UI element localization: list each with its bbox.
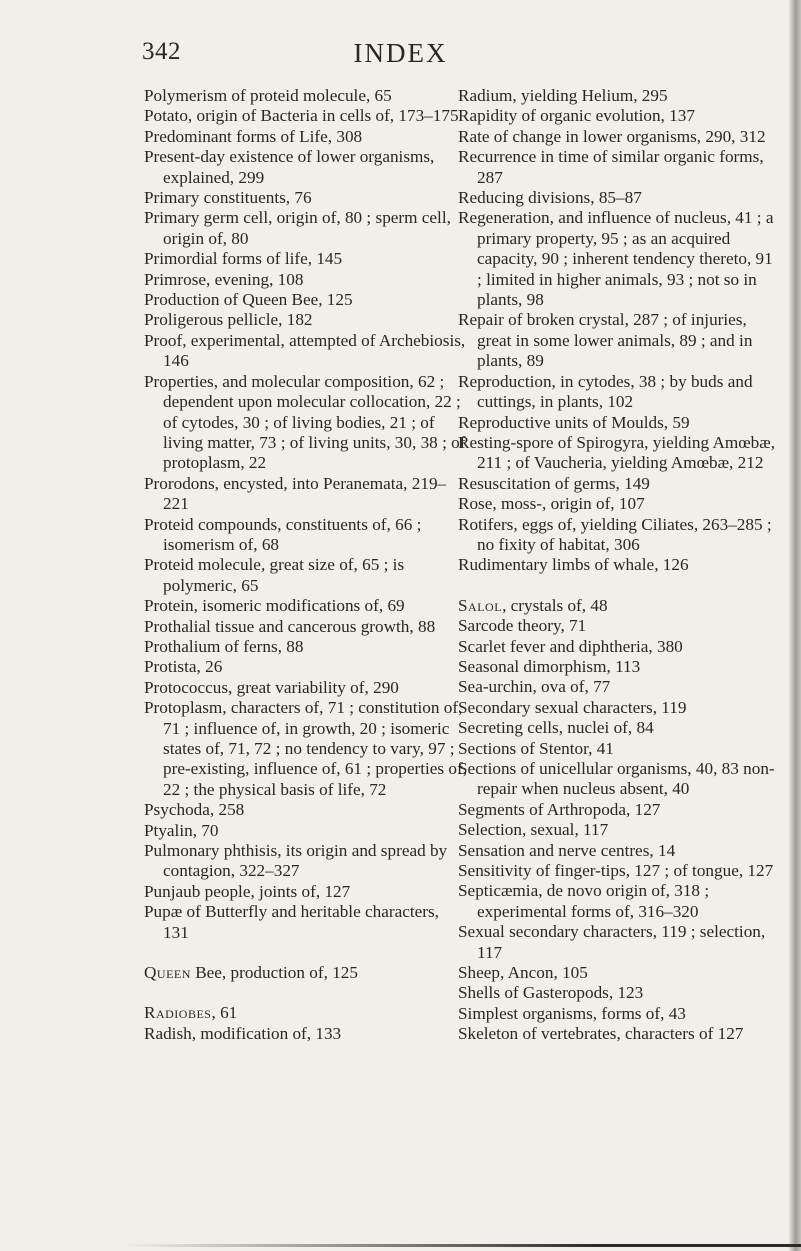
- index-entry: Secreting cells, nuclei of, 84: [458, 718, 654, 738]
- index-entry: Proof, experimental, attempted of Archebiosis, 146: [144, 330, 466, 371]
- index-entry: Regeneration, and influence of nucleus, 41 ; a primary property, 95 ; as an acquired capacity, 90 ; inherent tendency thereto, 91 ; limited in higher animals, 93 ; not so in plants, 98: [458, 208, 774, 310]
- index-entry: Production of Queen Bee, 125: [144, 290, 353, 310]
- page-bottom-edge: [120, 1244, 801, 1247]
- index-entry: Sensation and nerve centres, 14: [458, 840, 676, 860]
- index-entry: Sections of Stentor, 41: [458, 738, 614, 758]
- page-number: 342: [142, 38, 181, 65]
- index-entry: Potato, origin of Bacteria in cells of, 173–175: [144, 106, 459, 126]
- index-entry: Sheep, Ancon, 105: [458, 963, 588, 983]
- index-entry: Primrose, evening, 108: [144, 269, 304, 289]
- index-entry: Sea-urchin, ova of, 77: [458, 677, 611, 697]
- index-entry: Scarlet fever and diphtheria, 380: [458, 636, 683, 656]
- index-entry: Rate of change in lower organisms, 290, 312: [458, 126, 766, 146]
- index-entry: Repair of broken crystal, 287 ; of injuries, great in some lower animals, 89 ; and in plants, 89: [458, 310, 753, 371]
- index-entry: Punjaub people, joints of, 127: [144, 881, 351, 901]
- index-entry: Septicæmia, de novo origin of, 318 ; experimental forms of, 316–320: [458, 881, 710, 921]
- index-entry: Selection, sexual, 117: [458, 820, 609, 840]
- index-entry: Properties, and molecular composition, 62 ; dependent upon molecular collocation, 22 ; of cytodes, 30 ; of living bodies, 21 ; of living matter, 73 ; of living units, 30, 38 ; of protoplasm, 22: [144, 371, 466, 473]
- page-header: [0, 38, 801, 78]
- index-entry: Sections of unicellular organisms, 40, 83 non-repair when nucleus absent, 40: [458, 759, 775, 799]
- index-entry: Salol, crystals of, 48: [458, 595, 608, 615]
- page-edge-shadow: [789, 0, 801, 1251]
- index-entry: Segments of Arthropoda, 127: [458, 799, 661, 819]
- index-entry: Queen Bee, production of, 125: [144, 963, 358, 983]
- index-entry: Rudimentary limbs of whale, 126: [458, 555, 689, 575]
- index-entry: Secondary sexual characters, 119: [458, 697, 687, 717]
- index-entry: Polymerism of proteid molecule, 65: [144, 86, 392, 105]
- index-entry: Shells of Gasteropods, 123: [458, 983, 644, 1003]
- index-entry: Reproductive units of Moulds, 59: [458, 412, 690, 432]
- running-head: INDEX: [353, 38, 448, 68]
- index-column-right: [458, 86, 780, 1045]
- index-entry: Radiobes, 61: [144, 1003, 238, 1023]
- index-entry: Prothalial tissue and cancerous growth, 88: [144, 616, 436, 636]
- index-entry: Predominant forms of Life, 308: [144, 126, 363, 146]
- index-entry: Skeleton of vertebrates, characters of 127: [458, 1024, 744, 1044]
- index-entry: Proteid compounds, constituents of, 66 ; isomerism of, 68: [144, 514, 422, 554]
- index-entry: Protista, 26: [144, 657, 223, 677]
- index-entry: Radish, modification of, 133: [144, 1023, 342, 1043]
- index-entry: Seasonal dimorphism, 113: [458, 656, 641, 676]
- index-entry: Primary germ cell, origin of, 80 ; sperm cell, origin of, 80: [144, 208, 451, 248]
- index-entry: Psychoda, 258: [144, 800, 245, 820]
- letter-section-gap: [458, 576, 780, 596]
- index-entry: Rotifers, eggs of, yielding Ciliates, 263–285 ; no fixity of habitat, 306: [458, 514, 772, 554]
- index-entry: Rose, moss-, origin of, 107: [458, 494, 645, 514]
- index-entry: Prothalium of ferns, 88: [144, 636, 304, 656]
- letter-section-gap: [144, 943, 468, 963]
- letter-section-gap: [144, 983, 468, 1003]
- index-entry: Pulmonary phthisis, its origin and spread by contagion, 322–327: [144, 841, 448, 881]
- index-entry: Proteid molecule, great size of, 65 ; is polymeric, 65: [144, 555, 405, 595]
- index-entry: Sarcode theory, 71: [458, 616, 587, 636]
- index-entry: Resting-spore of Spirogyra, yielding Amœbæ, 211 ; of Vaucheria, yielding Amœbæ, 212: [458, 432, 775, 473]
- index-entry: Simplest organisms, forms of, 43: [458, 1003, 686, 1023]
- index-entry: Radium, yielding Helium, 295: [458, 86, 668, 105]
- index-entry: Primordial forms of life, 145: [144, 249, 343, 269]
- index-entry: Sensitivity of finger-tips, 127 ; of tongue, 127: [458, 861, 774, 881]
- index-entry: Reducing divisions, 85–87: [458, 188, 642, 208]
- index-entry: Proligerous pellicle, 182: [144, 310, 313, 330]
- index-entry: Resuscitation of germs, 149: [458, 473, 650, 493]
- index-entry: Rapidity of organic evolution, 137: [458, 106, 695, 126]
- index-entry: Recurrence in time of similar organic forms, 287: [458, 147, 764, 187]
- index-entry: Ptyalin, 70: [144, 820, 219, 840]
- index-entry: Pupæ of Butterfly and heritable characters, 131: [144, 902, 439, 942]
- index-entry: Protoplasm, characters of, 71 ; constitution of, 71 ; influence of, in growth, 20 ; isomeric states of, 71, 72 ; no tendency to vary, 97 ; pre-existing, influence of, 61 ; properties of, 22 ; the physical basis of life, 72: [144, 698, 468, 799]
- index-entry: Protococcus, great variability of, 290: [144, 677, 399, 697]
- index-entry: Prorodons, encysted, into Peranemata, 219–221: [144, 473, 447, 514]
- index-entry: Reproduction, in cytodes, 38 ; by buds and cuttings, in plants, 102: [458, 371, 753, 412]
- index-column-left: [144, 86, 468, 1044]
- index-entry: Protein, isomeric modifications of, 69: [144, 596, 405, 616]
- index-entry: Sexual secondary characters, 119 ; selection, 117: [458, 922, 766, 962]
- index-entry: Primary constituents, 76: [144, 188, 312, 208]
- index-entry: Present-day existence of lower organisms, explained, 299: [144, 147, 435, 187]
